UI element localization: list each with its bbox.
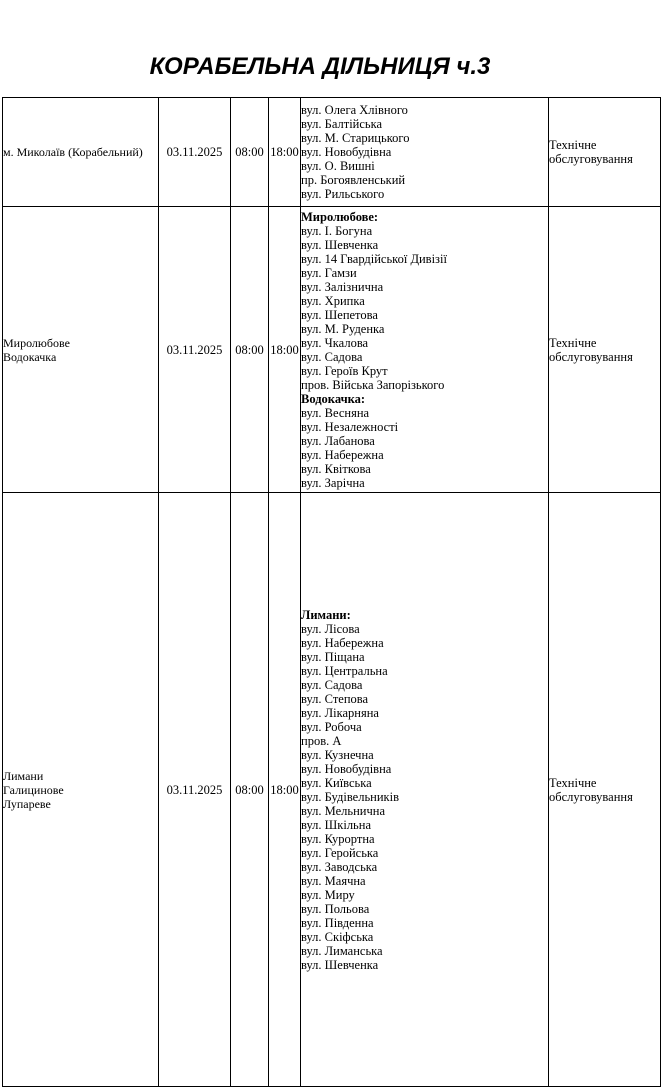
street-line: вул. Рильського — [301, 187, 385, 201]
outage-schedule-table — [2, 97, 661, 1087]
street-line: вул. Миру — [301, 887, 355, 902]
page-title: КОРАБЕЛЬНА ДІЛЬНИЦЯ ч.3 — [149, 53, 491, 80]
street-line: вул. Робоча — [301, 719, 362, 734]
service-type-cell: Технічне обслуговування — [549, 207, 661, 493]
street-line: вул. Польова — [301, 901, 370, 916]
streets-cell — [301, 207, 549, 493]
end-time-cell: 18:00 — [269, 493, 301, 1087]
street-line: вул. М. Руденка — [301, 321, 385, 336]
street-line: вул. Героїв Крут — [301, 363, 388, 378]
street-line: вул. Скіфська — [301, 929, 374, 944]
street-line: вул. М. Старицького — [301, 131, 410, 145]
street-line: вул. І. Богуна — [301, 223, 373, 238]
street-line: вул. Південна — [301, 915, 374, 930]
location-line: Водокачка — [3, 349, 57, 364]
street-line: вул. Гамзи — [301, 265, 357, 280]
street-line: вул. Київська — [301, 775, 372, 790]
street-line: вул. Чкалова — [301, 335, 369, 350]
street-line: вул. Лабанова — [301, 433, 375, 448]
street-line: вул. Зарічна — [301, 475, 365, 490]
street-line: Водокачка: — [301, 391, 366, 406]
location-line: Галицинове — [3, 782, 64, 797]
street-line: вул. Лиманська — [301, 943, 383, 958]
streets-cell — [301, 98, 549, 207]
street-line: вул. Шепетова — [301, 307, 378, 322]
street-line: вул. Квіткова — [301, 461, 371, 476]
street-line: вул. Незалежності — [301, 419, 399, 434]
street-line: вул. Хрипка — [301, 293, 365, 308]
table-row — [3, 207, 661, 493]
street-line: вул. Залізнична — [301, 279, 384, 294]
location-cell — [3, 207, 159, 493]
service-type-cell: Технічне обслуговування — [549, 98, 661, 207]
table-row — [3, 493, 661, 1087]
date-cell: 03.11.2025 — [159, 98, 231, 207]
street-line: вул. Курортна — [301, 831, 375, 846]
street-line: вул. Новобудівна — [301, 145, 392, 159]
table-row — [3, 98, 661, 207]
street-line: вул. О. Вишні — [301, 159, 375, 173]
start-time-cell: 08:00 — [231, 207, 269, 493]
street-line: вул. Маячна — [301, 873, 366, 888]
street-line: вул. Лісова — [301, 621, 360, 636]
location-cell — [3, 98, 159, 207]
street-line: вул. Шевченка — [301, 957, 379, 972]
street-line: вул. Садова — [301, 677, 363, 692]
location-cell — [3, 493, 159, 1087]
street-line: вул. Новобудівна — [301, 761, 392, 776]
street-line: вул. Набережна — [301, 635, 384, 650]
street-line: Миролюбове: — [301, 209, 379, 224]
location-line: Миролюбове — [3, 335, 70, 350]
location-line: Лимани — [3, 768, 44, 783]
street-line: Лимани: — [301, 607, 351, 622]
street-line: вул. Набережна — [301, 447, 384, 462]
street-line: вул. 14 Гвардійської Дивізії — [301, 251, 447, 266]
street-line: вул. Шевченка — [301, 237, 379, 252]
street-line: вул. Будівельників — [301, 789, 399, 804]
street-line: вул. Заводська — [301, 859, 378, 874]
date-cell: 03.11.2025 — [159, 207, 231, 493]
start-time-cell: 08:00 — [231, 98, 269, 207]
service-type-cell: Технічне обслуговування — [549, 493, 661, 1087]
street-line: вул. Весняна — [301, 405, 370, 420]
street-line: вул. Шкільна — [301, 817, 371, 832]
street-line: пров. А — [301, 733, 342, 748]
location-line: Лупареве — [3, 796, 51, 811]
end-time-cell: 18:00 — [269, 207, 301, 493]
street-line: вул. Геройська — [301, 845, 379, 860]
streets-cell — [301, 493, 549, 1087]
location-line: м. Миколаїв (Корабельний) — [3, 145, 143, 159]
street-line: вул. Центральна — [301, 663, 388, 678]
street-line: вул. Садова — [301, 349, 363, 364]
street-line: вул. Піщана — [301, 649, 365, 664]
street-line: вул. Степова — [301, 691, 369, 706]
street-line: пров. Війська Запорізького — [301, 377, 445, 392]
date-cell: 03.11.2025 — [159, 493, 231, 1087]
end-time-cell: 18:00 — [269, 98, 301, 207]
street-line: вул. Олега Хлівного — [301, 103, 408, 117]
start-time-cell: 08:00 — [231, 493, 269, 1087]
street-line: вул. Балтійська — [301, 117, 383, 131]
street-line: вул. Кузнечна — [301, 747, 374, 762]
street-line: пр. Богоявленський — [301, 173, 406, 187]
street-line: вул. Лікарняна — [301, 705, 379, 720]
street-line: вул. Мельнична — [301, 803, 386, 818]
